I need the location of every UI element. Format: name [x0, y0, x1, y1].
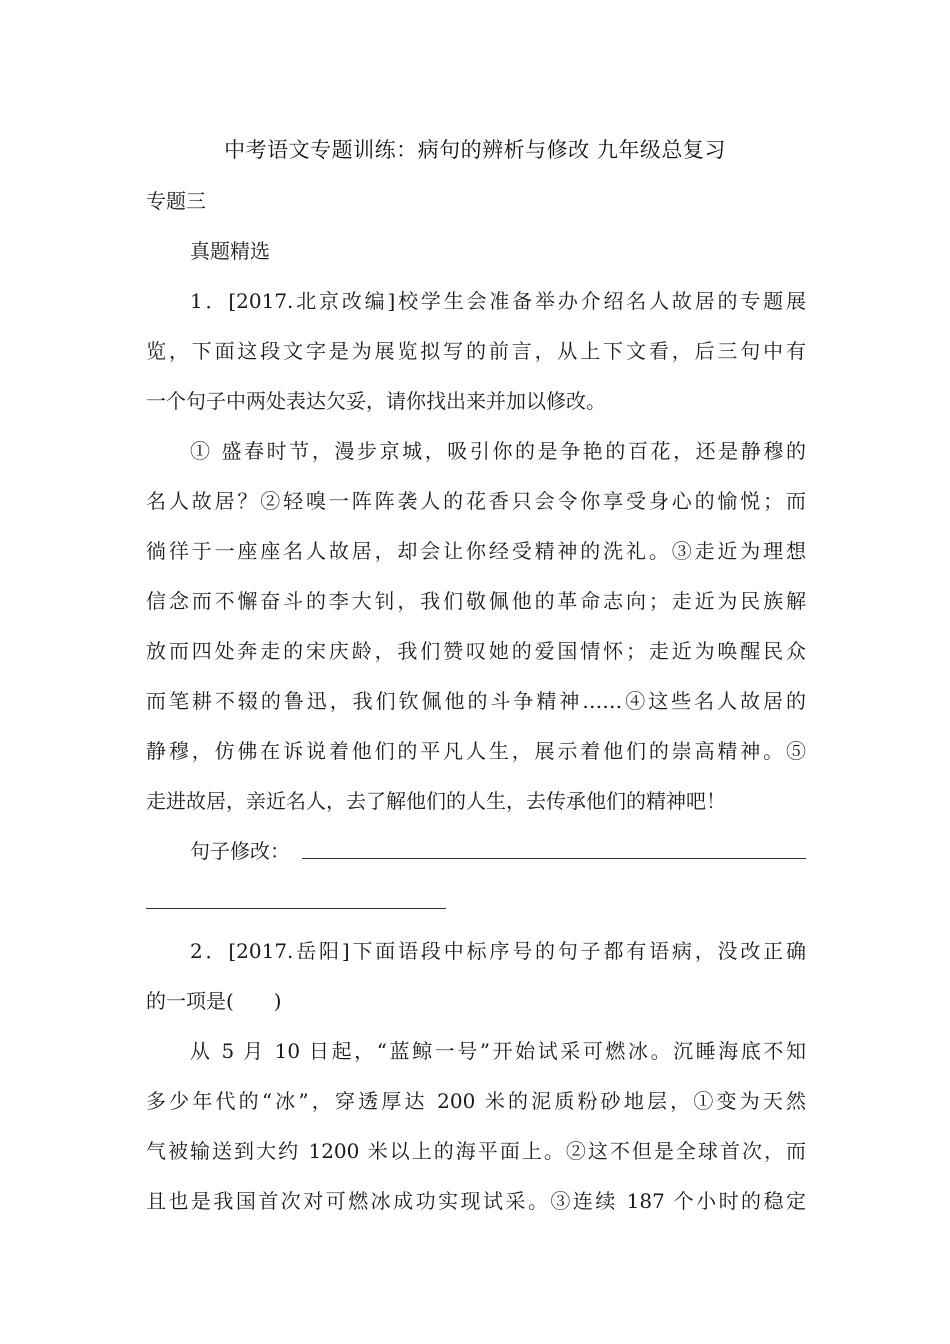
q2-passage-line: 多少年代的“冰”，穿透厚达 200 米的泥质粉砂地层，①变为天然 — [146, 1089, 806, 1113]
q1-passage-line: 而笔耕不辍的鲁迅，我们钦佩他的斗争精神……④这些名人故居的 — [146, 689, 806, 713]
document-title: 中考语文专题训练：病句的辨析与修改 九年级总复习 — [224, 138, 726, 162]
q2-passage-line: 从 5 月 10 日起，“蓝鲸一号”开始试采可燃冰。沉睡海底不知 — [190, 1039, 806, 1063]
q1-prompt-line: 览，下面这段文字是为展览拟写的前言，从上下文看，后三句中有 — [146, 339, 806, 363]
q2-passage-line: 气被输送到大约 1200 米以上的海平面上。②这不但是全球首次，而 — [146, 1139, 806, 1163]
q1-passage-line: 名人故居？②轻嗅一阵阵袭人的花香只会令你享受身心的愉悦；而 — [146, 489, 806, 513]
q1-passage-line: 放而四处奔走的宋庆龄，我们赞叹她的爱国情怀；走近为唤醒民众 — [146, 639, 806, 663]
q1-passage-line: 徜徉于一座座名人故居，却会让你经受精神的洗礼。③走近为理想 — [146, 539, 806, 563]
q1-prompt-line: 1．[2017.北京改编]校学生会准备举办介绍名人故居的专题展 — [190, 289, 806, 313]
q1-passage-line: 信念而不懈奋斗的李大钊，我们敬佩他的革命志向；走近为民族解 — [146, 589, 806, 613]
q1-passage-line: 静穆，仿佛在诉说着他们的平凡人生，展示着他们的崇高精神。⑤ — [146, 739, 806, 763]
q1-answer-blank[interactable] — [302, 858, 806, 859]
q1-passage-line: 走进故居，亲近名人，去了解他们的人生，去传承他们的精神吧！ — [146, 789, 726, 813]
q1-answer-blank-continued[interactable] — [146, 908, 446, 909]
section-heading: 专题三 — [146, 189, 206, 213]
q2-passage-line: 且也是我国首次对可燃冰成功实现试采。③连续 187 个小时的稳定 — [146, 1189, 806, 1213]
q2-prompt-line: 的一项是( ) — [146, 989, 282, 1013]
q1-passage-line: ① 盛春时节，漫步京城，吸引你的是争艳的百花，还是静穆的 — [190, 439, 806, 463]
q1-prompt-line: 一个句子中两处表达欠妥，请你找出来并加以修改。 — [146, 389, 606, 413]
q1-answer-label: 句子修改： — [190, 839, 290, 863]
q2-prompt-line: 2．[2017.岳阳]下面语段中标序号的句子都有语病，没改正确 — [190, 939, 806, 963]
subsection-heading: 真题精选 — [190, 239, 270, 263]
